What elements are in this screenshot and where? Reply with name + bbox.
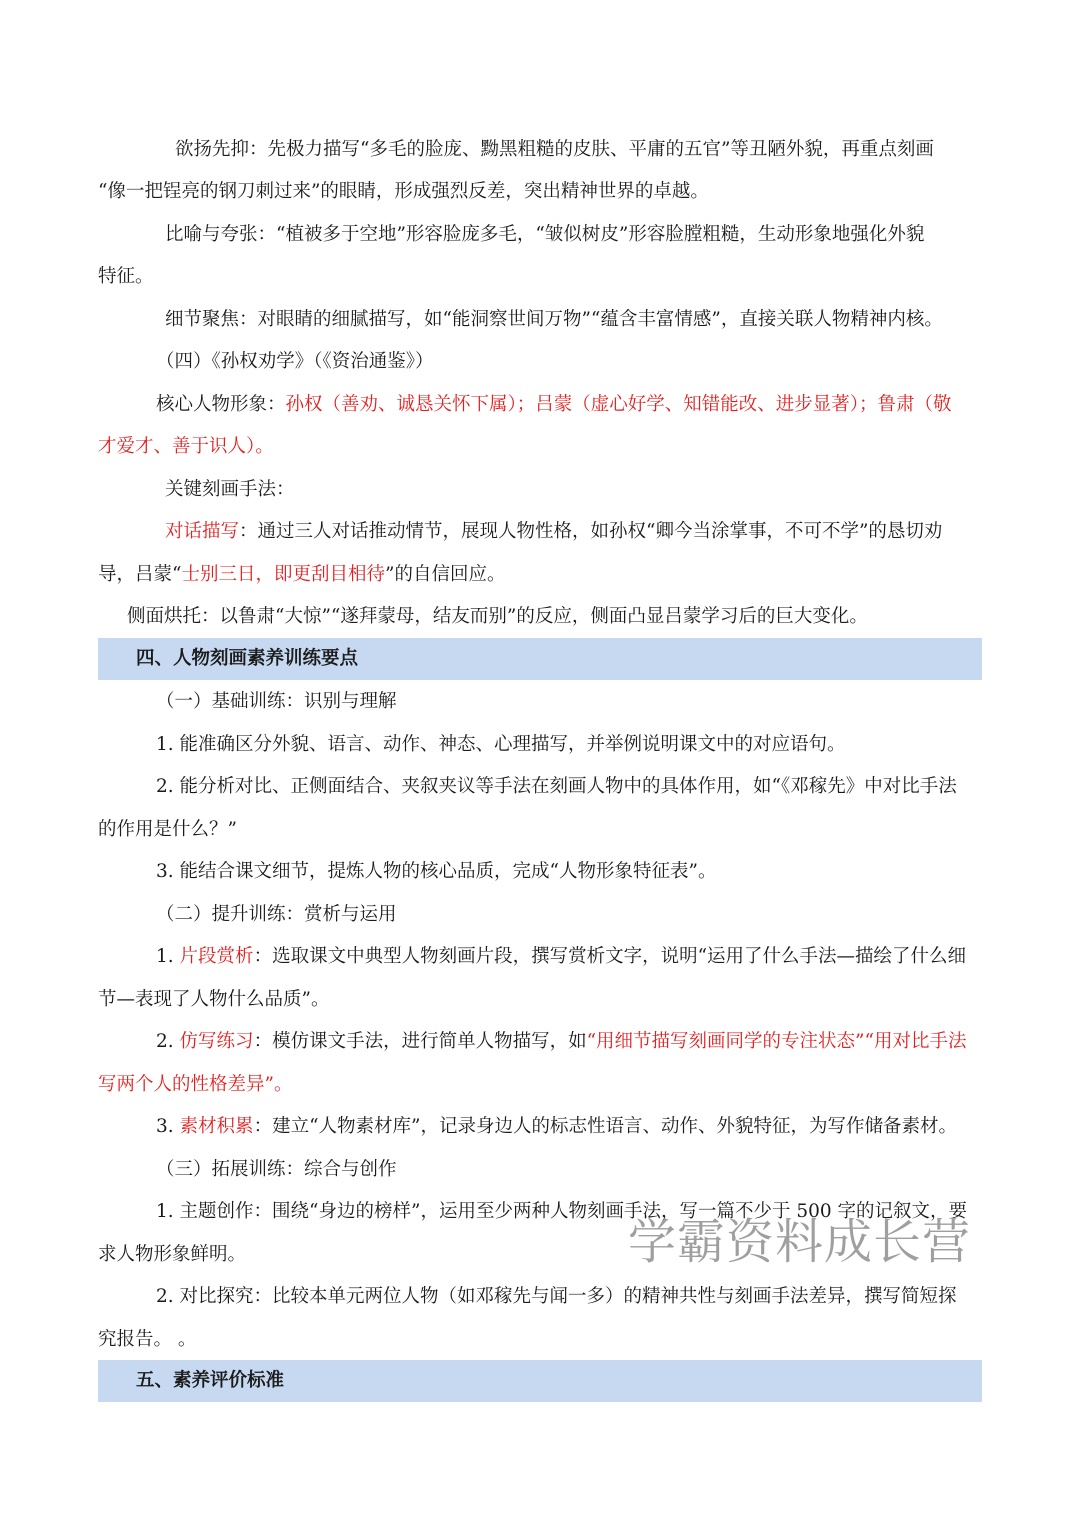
paragraph-text: ：通过三人对话推动情节，展现人物性格，如孙权“卿今当涂掌事，不可不学”的恳切劝 (239, 521, 943, 542)
section-heading-bar: 四、人物刻画素养训练要点 (98, 638, 982, 680)
highlight-text: 才爱才、善于识人）。 (98, 436, 274, 457)
subsection-heading: （三）拓展训练：综合与创作 (156, 1159, 397, 1180)
list-item: 2. 对比探究：比较本单元两位人物（如邓稼先与闻一多）的精神共性与刻画手法差异，撰写简短探 (156, 1286, 957, 1307)
subsection-heading: （四）《孙权劝学》（《资治通鉴》） (156, 351, 434, 372)
paragraph-text: ：选取课文中典型人物刻画片段，撰写赏析文字，说明“运用了什么手法—描绘了什么细 (253, 946, 967, 967)
term-label: 片段赏析 (179, 946, 254, 967)
term-label: 素材积累 (179, 1116, 254, 1137)
paragraph-line (98, 179, 982, 205)
list-item: 1. 能准确区分外貌、语言、动作、神态、心理描写，并举例说明课文中的对应语句。 (156, 734, 846, 755)
term-label: 细节聚焦： (165, 309, 258, 330)
paragraph-text: “像一把锃亮的钢刀刺过来”的眼睛，形成强烈反差，突出精神世界的卓越。 (98, 181, 709, 202)
paragraph-text: 特征。 (98, 266, 154, 287)
list-item (156, 1114, 982, 1140)
list-item-continuation: 的作用是什么？” (98, 819, 237, 840)
paragraph-text: 先极力描写“多毛的脸庞、黝黑粗糙的皮肤、平庸的五官”等丑陋外貌，再重点刻画 (267, 139, 934, 160)
list-item (156, 944, 982, 970)
list-item-continuation (98, 1072, 982, 1098)
paragraph-text: ”的自信回应。 (384, 564, 506, 585)
paragraph-line (98, 264, 982, 290)
term-label: 仿写练习 (179, 1031, 254, 1052)
paragraph-line (98, 434, 982, 460)
list-item: 3. 能结合课文细节，提炼人物的核心品质，完成“人物形象特征表”。 (156, 861, 717, 882)
term-label: 对话描写 (165, 521, 240, 542)
paragraph-line (165, 307, 982, 333)
term-label: 核心人物形象： (156, 394, 286, 415)
subsection-heading: （二）提升训练：赏析与运用 (156, 904, 397, 925)
highlight-text: “用细节描写刻画同学的专注状态”“用对比手法 (586, 1031, 967, 1052)
list-item-continuation: 求人物形象鲜明。 (98, 1244, 247, 1265)
paragraph-line (165, 519, 982, 545)
paragraph-line (98, 562, 982, 588)
paragraph-text: ：模仿课文手法，进行简单人物描写，如 (253, 1031, 587, 1052)
list-number: 3. (156, 1116, 180, 1137)
paragraph-line (156, 392, 982, 418)
list-item: 1. 主题创作：围绕“身边的榜样”，运用至少两种人物刻画手法，写一篇不少于 500 字的记叙文，要 (156, 1201, 968, 1222)
list-item: 2. 能分析对比、正侧面结合、夹叙夹议等手法在刻画人物中的具体作用，如“《邓稼先》中对比手法 (156, 776, 957, 797)
paragraph-line: 侧面烘托：以鲁肃“大惊”“遂拜蒙母，结友而别”的反应，侧面凸显吕蒙学习后的巨大变化。 (127, 606, 868, 627)
paragraph-text: “植被多于空地”形容脸庞多毛，“皱似树皮”形容脸膛粗糙，生动形象地强化外貌 (276, 224, 925, 245)
paragraph-text: 导，吕蒙“ (98, 564, 182, 585)
list-number: 2. (156, 1031, 180, 1052)
subsection-heading: （一）基础训练：识别与理解 (156, 691, 397, 712)
list-item (156, 1029, 982, 1055)
paragraph-line (165, 222, 982, 248)
paragraph-line: 关键刻画手法： (165, 479, 295, 500)
highlight-text: 写两个人的性格差异”。 (98, 1074, 293, 1095)
term-label: 欲扬先抑： (175, 139, 268, 160)
paragraph-text: 对眼睛的细腻描写，如“能洞察世间万物”“蕴含丰富情感”，直接关联人物精神内核。 (257, 309, 943, 330)
list-item-continuation: 究报告。 。 (98, 1329, 197, 1350)
paragraph-text: ：建立“人物素材库”，记录身边人的标志性语言、动作、外貌特征，为写作储备素材。 (253, 1116, 957, 1137)
term-label: 比喻与夸张： (165, 224, 277, 245)
list-number: 1. (156, 946, 180, 967)
list-item-continuation: 节—表现了人物什么品质”。 (98, 989, 330, 1010)
paragraph-line (175, 137, 982, 163)
highlight-text: 孙权（善劝、诚恳关怀下属）；吕蒙（虚心好学、知错能改、进步显著）；鲁肃（敬 (285, 394, 952, 415)
section-heading-bar: 五、素养评价标准 (98, 1360, 982, 1402)
watermark-text: 学霸资料成长营 (628, 1214, 972, 1270)
highlight-text: 士别三日，即更刮目相待 (181, 564, 385, 585)
